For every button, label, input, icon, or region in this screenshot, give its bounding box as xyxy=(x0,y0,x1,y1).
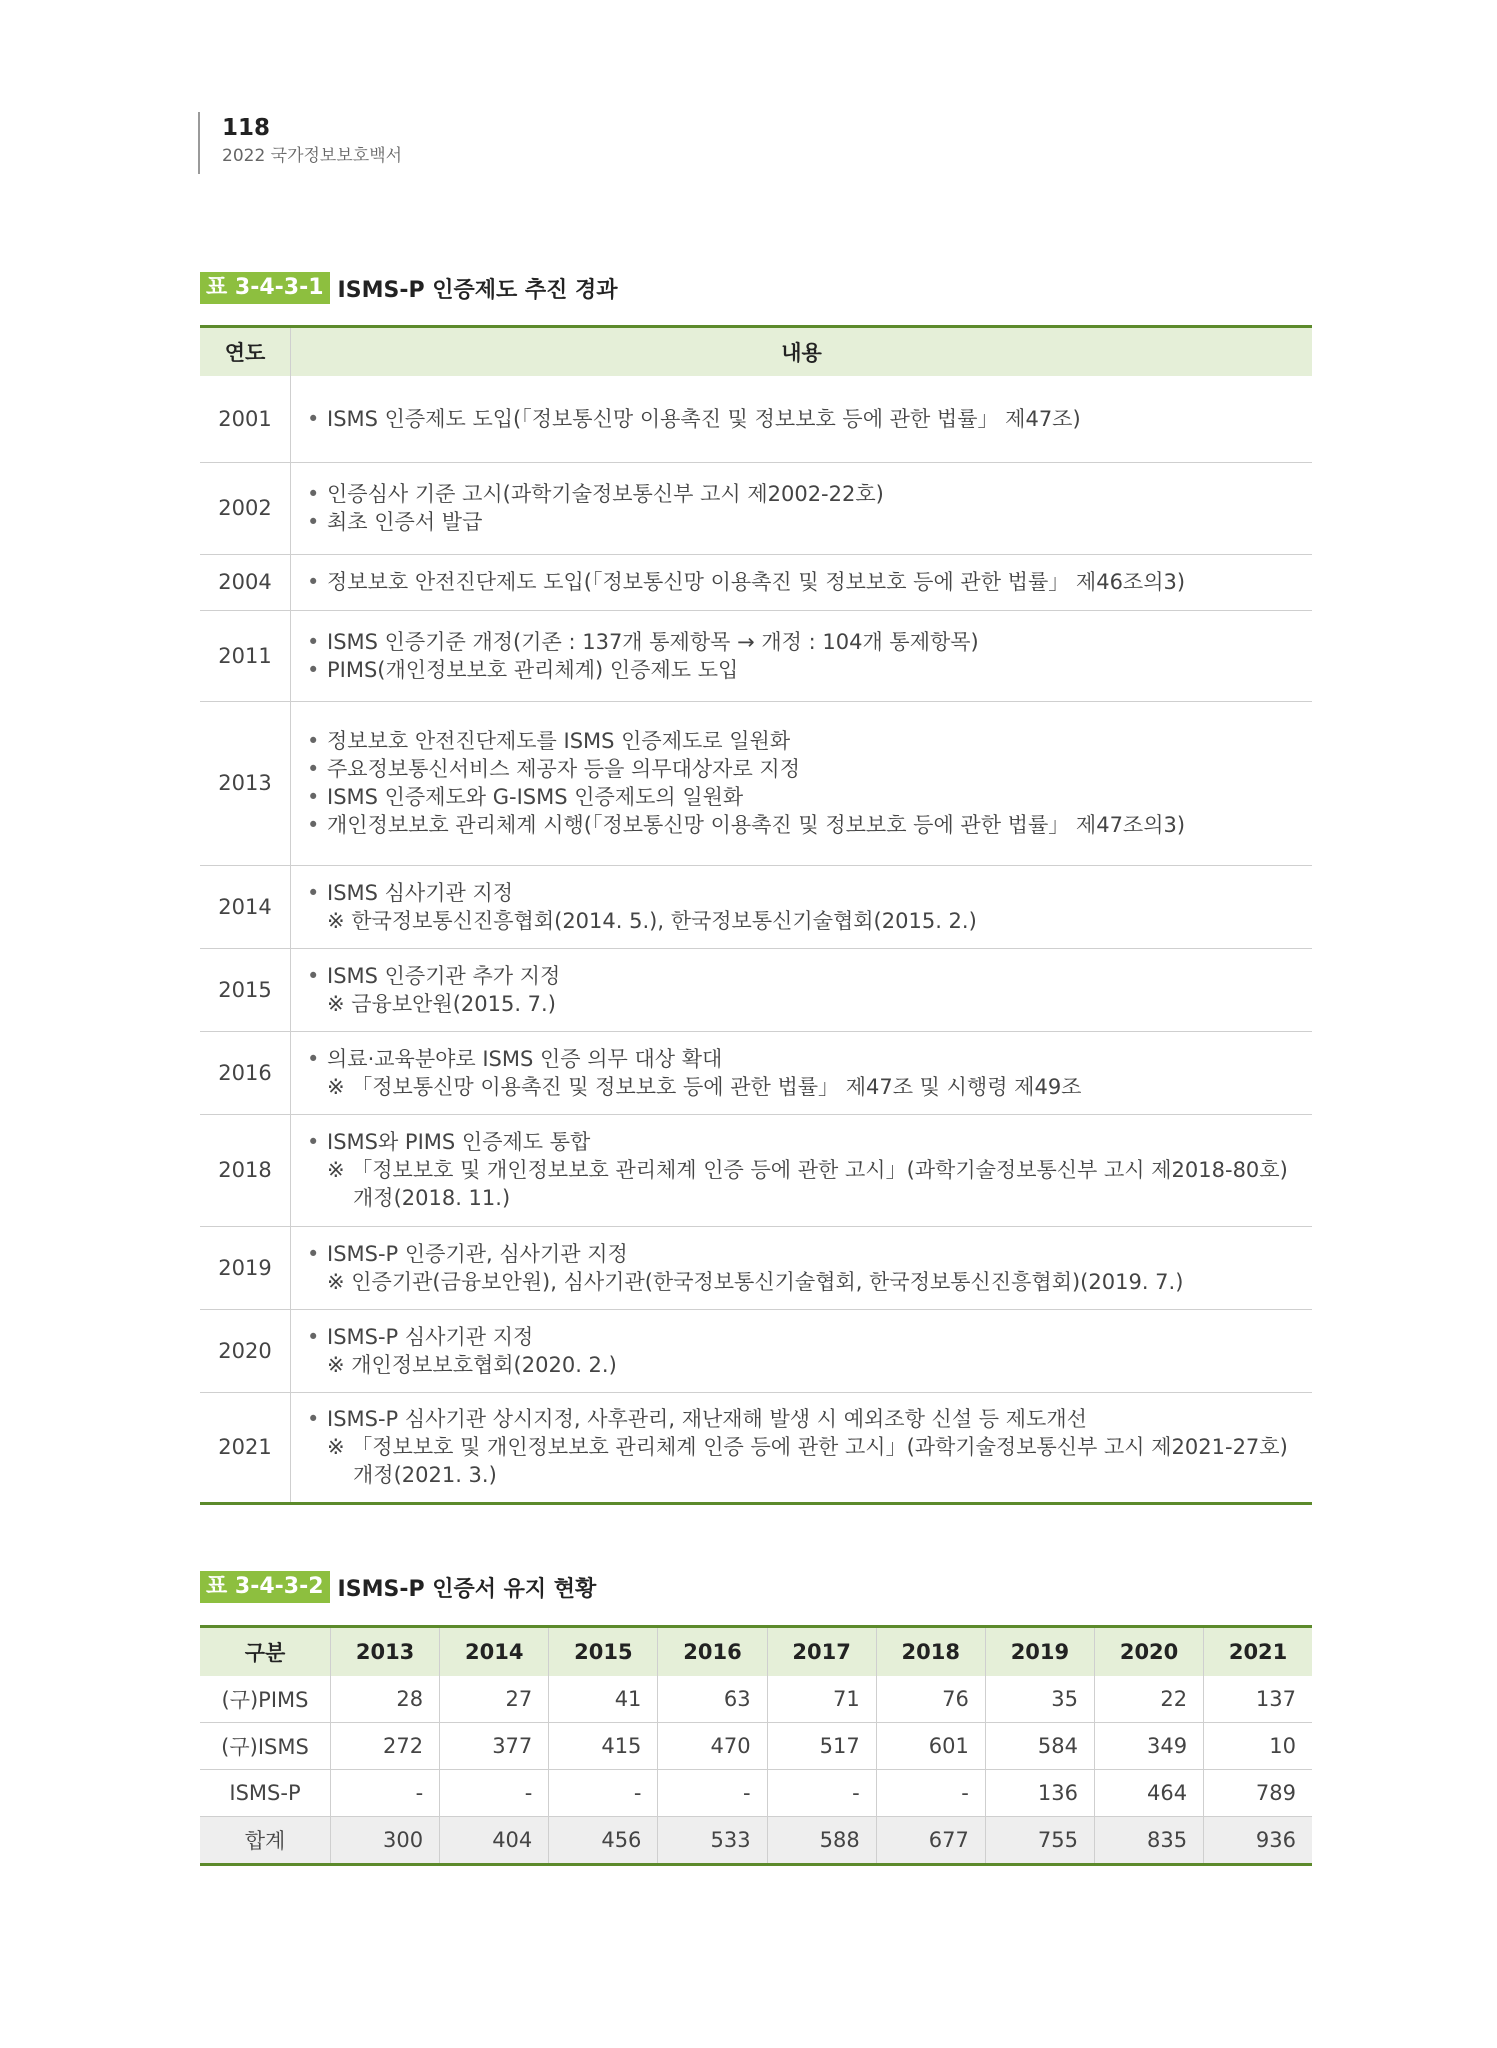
row-label: (구)ISMS xyxy=(200,1723,331,1770)
value-cell: 464 xyxy=(1094,1770,1203,1817)
row-label: ISMS-P xyxy=(200,1770,331,1817)
note-line: ※ 「정보보호 및 개인정보보호 관리체계 인증 등에 관한 고시」(과학기술정보통신부 고시 제2021-27호) xyxy=(327,1435,1288,1459)
table-row xyxy=(200,1392,1312,1503)
value-cell: 300 xyxy=(331,1817,440,1865)
note-line: ※ 인증기관(금융보안원), 심사기관(한국정보통신기술협회, 한국정보통신진흥협회)(2019. 7.) xyxy=(327,1269,1184,1294)
bullet-line: • 의료·교육분야로 ISMS 인증 의무 대상 확대 xyxy=(327,1045,1302,1073)
value-cell: 755 xyxy=(985,1817,1094,1865)
col-header-year: 2020 xyxy=(1094,1627,1203,1677)
bullet-line: • 정보보호 안전진단제도 도입(「정보통신망 이용촉진 및 정보보호 등에 관한 법률」 제46조의3) xyxy=(327,568,1302,596)
value-cell: - xyxy=(876,1770,985,1817)
bullet-line: • ISMS 인증기준 개정(기존 : 137개 통제항목 → 개정 : 104개 통제항목) xyxy=(327,628,1302,656)
note-line: ※ 금융보안원(2015. 7.) xyxy=(327,991,556,1016)
table1-caption xyxy=(200,272,618,304)
year-cell: 2013 xyxy=(200,701,291,865)
col-header-year: 2013 xyxy=(331,1627,440,1677)
table-row xyxy=(200,610,1312,701)
table-header-row xyxy=(200,327,1312,377)
value-cell: 63 xyxy=(658,1676,767,1723)
table-row xyxy=(200,554,1312,610)
col-header-year: 2019 xyxy=(985,1627,1094,1677)
value-cell: - xyxy=(767,1770,876,1817)
bullet-line: • 인증심사 기준 고시(과학기술정보통신부 고시 제2002-22호) xyxy=(327,480,1302,508)
note-line-continued: 개정(2021. 3.) xyxy=(353,1463,497,1487)
value-cell: 41 xyxy=(549,1676,658,1723)
year-cell: 2020 xyxy=(200,1309,291,1392)
certificate-status-table xyxy=(200,1625,1312,1866)
bullet-line: • PIMS(개인정보보호 관리체계) 인증제도 도입 xyxy=(327,656,1302,684)
value-cell: 584 xyxy=(985,1723,1094,1770)
year-cell: 2016 xyxy=(200,1031,291,1114)
content-cell xyxy=(291,610,1313,701)
year-cell: 2021 xyxy=(200,1392,291,1503)
value-cell: 35 xyxy=(985,1676,1094,1723)
value-cell: - xyxy=(658,1770,767,1817)
value-cell: 10 xyxy=(1204,1723,1312,1770)
col-header-year: 2021 xyxy=(1204,1627,1312,1677)
value-cell: 27 xyxy=(440,1676,549,1723)
bullet-line: • 개인정보보호 관리체계 시행(「정보통신망 이용촉진 및 정보보호 등에 관한 법률」 제47조의3) xyxy=(327,811,1302,839)
value-cell: 272 xyxy=(331,1723,440,1770)
table2-caption xyxy=(200,1571,596,1603)
bullet-line: • ISMS 심사기관 지정 xyxy=(327,879,1302,907)
value-cell: 517 xyxy=(767,1723,876,1770)
content-cell xyxy=(291,701,1313,865)
table-row xyxy=(200,1723,1312,1770)
value-cell: 470 xyxy=(658,1723,767,1770)
row-label: 합계 xyxy=(200,1817,331,1865)
year-cell: 2001 xyxy=(200,376,291,462)
value-cell: 404 xyxy=(440,1817,549,1865)
col-content-header: 내용 xyxy=(291,327,1313,377)
bullet-line: • ISMS 인증기관 추가 지정 xyxy=(327,962,1302,990)
table-row xyxy=(200,1114,1312,1226)
value-cell: 136 xyxy=(985,1770,1094,1817)
table2-title: ISMS-P 인증서 유지 현황 xyxy=(337,1576,597,1602)
table-row xyxy=(200,376,1312,462)
value-cell: 456 xyxy=(549,1817,658,1865)
bullet-line: • 최초 인증서 발급 xyxy=(327,508,1302,536)
certification-history-table xyxy=(200,325,1312,1505)
content-cell xyxy=(291,1031,1313,1114)
year-cell: 2019 xyxy=(200,1226,291,1309)
col-year-header: 연도 xyxy=(200,327,291,377)
note-line-continued: 개정(2018. 11.) xyxy=(353,1186,511,1210)
col-header-year: 2015 xyxy=(549,1627,658,1677)
content-cell xyxy=(291,1226,1313,1309)
table-row xyxy=(200,1309,1312,1392)
value-cell: 533 xyxy=(658,1817,767,1865)
value-cell: 588 xyxy=(767,1817,876,1865)
table-row xyxy=(200,948,1312,1031)
table1-label: 표 3-4-3-1 xyxy=(200,272,330,304)
bullet-line: • ISMS 인증제도와 G-ISMS 인증제도의 일원화 xyxy=(327,783,1302,811)
value-cell: - xyxy=(331,1770,440,1817)
value-cell: - xyxy=(549,1770,658,1817)
year-cell: 2018 xyxy=(200,1114,291,1226)
value-cell: 789 xyxy=(1204,1770,1312,1817)
value-cell: 28 xyxy=(331,1676,440,1723)
content-cell xyxy=(291,865,1313,948)
value-cell: 936 xyxy=(1204,1817,1312,1865)
year-cell: 2011 xyxy=(200,610,291,701)
value-cell: 677 xyxy=(876,1817,985,1865)
col-header-category: 구분 xyxy=(200,1627,331,1677)
col-header-year: 2017 xyxy=(767,1627,876,1677)
page-header xyxy=(198,112,402,174)
content-cell xyxy=(291,948,1313,1031)
value-cell: 137 xyxy=(1204,1676,1312,1723)
value-cell: 71 xyxy=(767,1676,876,1723)
col-header-year: 2014 xyxy=(440,1627,549,1677)
value-cell: 415 xyxy=(549,1723,658,1770)
table2-label: 표 3-4-3-2 xyxy=(200,1571,330,1603)
year-cell: 2014 xyxy=(200,865,291,948)
table1-title: ISMS-P 인증제도 추진 경과 xyxy=(337,277,618,303)
value-cell: 835 xyxy=(1094,1817,1203,1865)
note-line: ※ 한국정보통신진흥협회(2014. 5.), 한국정보통신기술협회(2015. 2.) xyxy=(327,908,977,933)
bullet-line: • ISMS와 PIMS 인증제도 통합 xyxy=(327,1128,1302,1156)
year-cell: 2002 xyxy=(200,462,291,554)
table-row xyxy=(200,865,1312,948)
bullet-line: • ISMS 인증제도 도입(「정보통신망 이용촉진 및 정보보호 등에 관한 법률」 제47조) xyxy=(327,405,1302,433)
bullet-line: • ISMS-P 심사기관 상시지정, 사후관리, 재난재해 발생 시 예외조항 신설 등 제도개선 xyxy=(327,1405,1302,1433)
bullet-line: • ISMS-P 심사기관 지정 xyxy=(327,1323,1302,1351)
value-cell: 601 xyxy=(876,1723,985,1770)
table-row xyxy=(200,1676,1312,1723)
value-cell: 22 xyxy=(1094,1676,1203,1723)
row-label: (구)PIMS xyxy=(200,1676,331,1723)
value-cell: 377 xyxy=(440,1723,549,1770)
content-cell xyxy=(291,1114,1313,1226)
value-cell: - xyxy=(440,1770,549,1817)
table-row xyxy=(200,1226,1312,1309)
value-cell: 76 xyxy=(876,1676,985,1723)
page-number: 118 xyxy=(222,115,271,141)
content-cell xyxy=(291,1309,1313,1392)
content-cell xyxy=(291,1392,1313,1503)
content-cell xyxy=(291,554,1313,610)
book-title: 2022 국가정보보호백서 xyxy=(222,146,403,166)
value-cell: 349 xyxy=(1094,1723,1203,1770)
year-cell: 2004 xyxy=(200,554,291,610)
table-row xyxy=(200,1770,1312,1817)
bullet-line: • ISMS-P 인증기관, 심사기관 지정 xyxy=(327,1240,1302,1268)
bullet-line: • 주요정보통신서비스 제공자 등을 의무대상자로 지정 xyxy=(327,755,1302,783)
bullet-line: • 정보보호 안전진단제도를 ISMS 인증제도로 일원화 xyxy=(327,727,1302,755)
col-header-year: 2016 xyxy=(658,1627,767,1677)
table-row xyxy=(200,701,1312,865)
table-row xyxy=(200,462,1312,554)
total-row xyxy=(200,1817,1312,1865)
table-header-row xyxy=(200,1627,1312,1677)
col-header-year: 2018 xyxy=(876,1627,985,1677)
table-row xyxy=(200,1031,1312,1114)
content-cell xyxy=(291,376,1313,462)
year-cell: 2015 xyxy=(200,948,291,1031)
note-line: ※ 「정보보호 및 개인정보보호 관리체계 인증 등에 관한 고시」(과학기술정보통신부 고시 제2018-80호) xyxy=(327,1158,1288,1182)
note-line: ※ 개인정보보호협회(2020. 2.) xyxy=(327,1352,617,1377)
content-cell xyxy=(291,462,1313,554)
note-line: ※ 「정보통신망 이용촉진 및 정보보호 등에 관한 법률」 제47조 및 시행령 제49조 xyxy=(327,1074,1082,1099)
